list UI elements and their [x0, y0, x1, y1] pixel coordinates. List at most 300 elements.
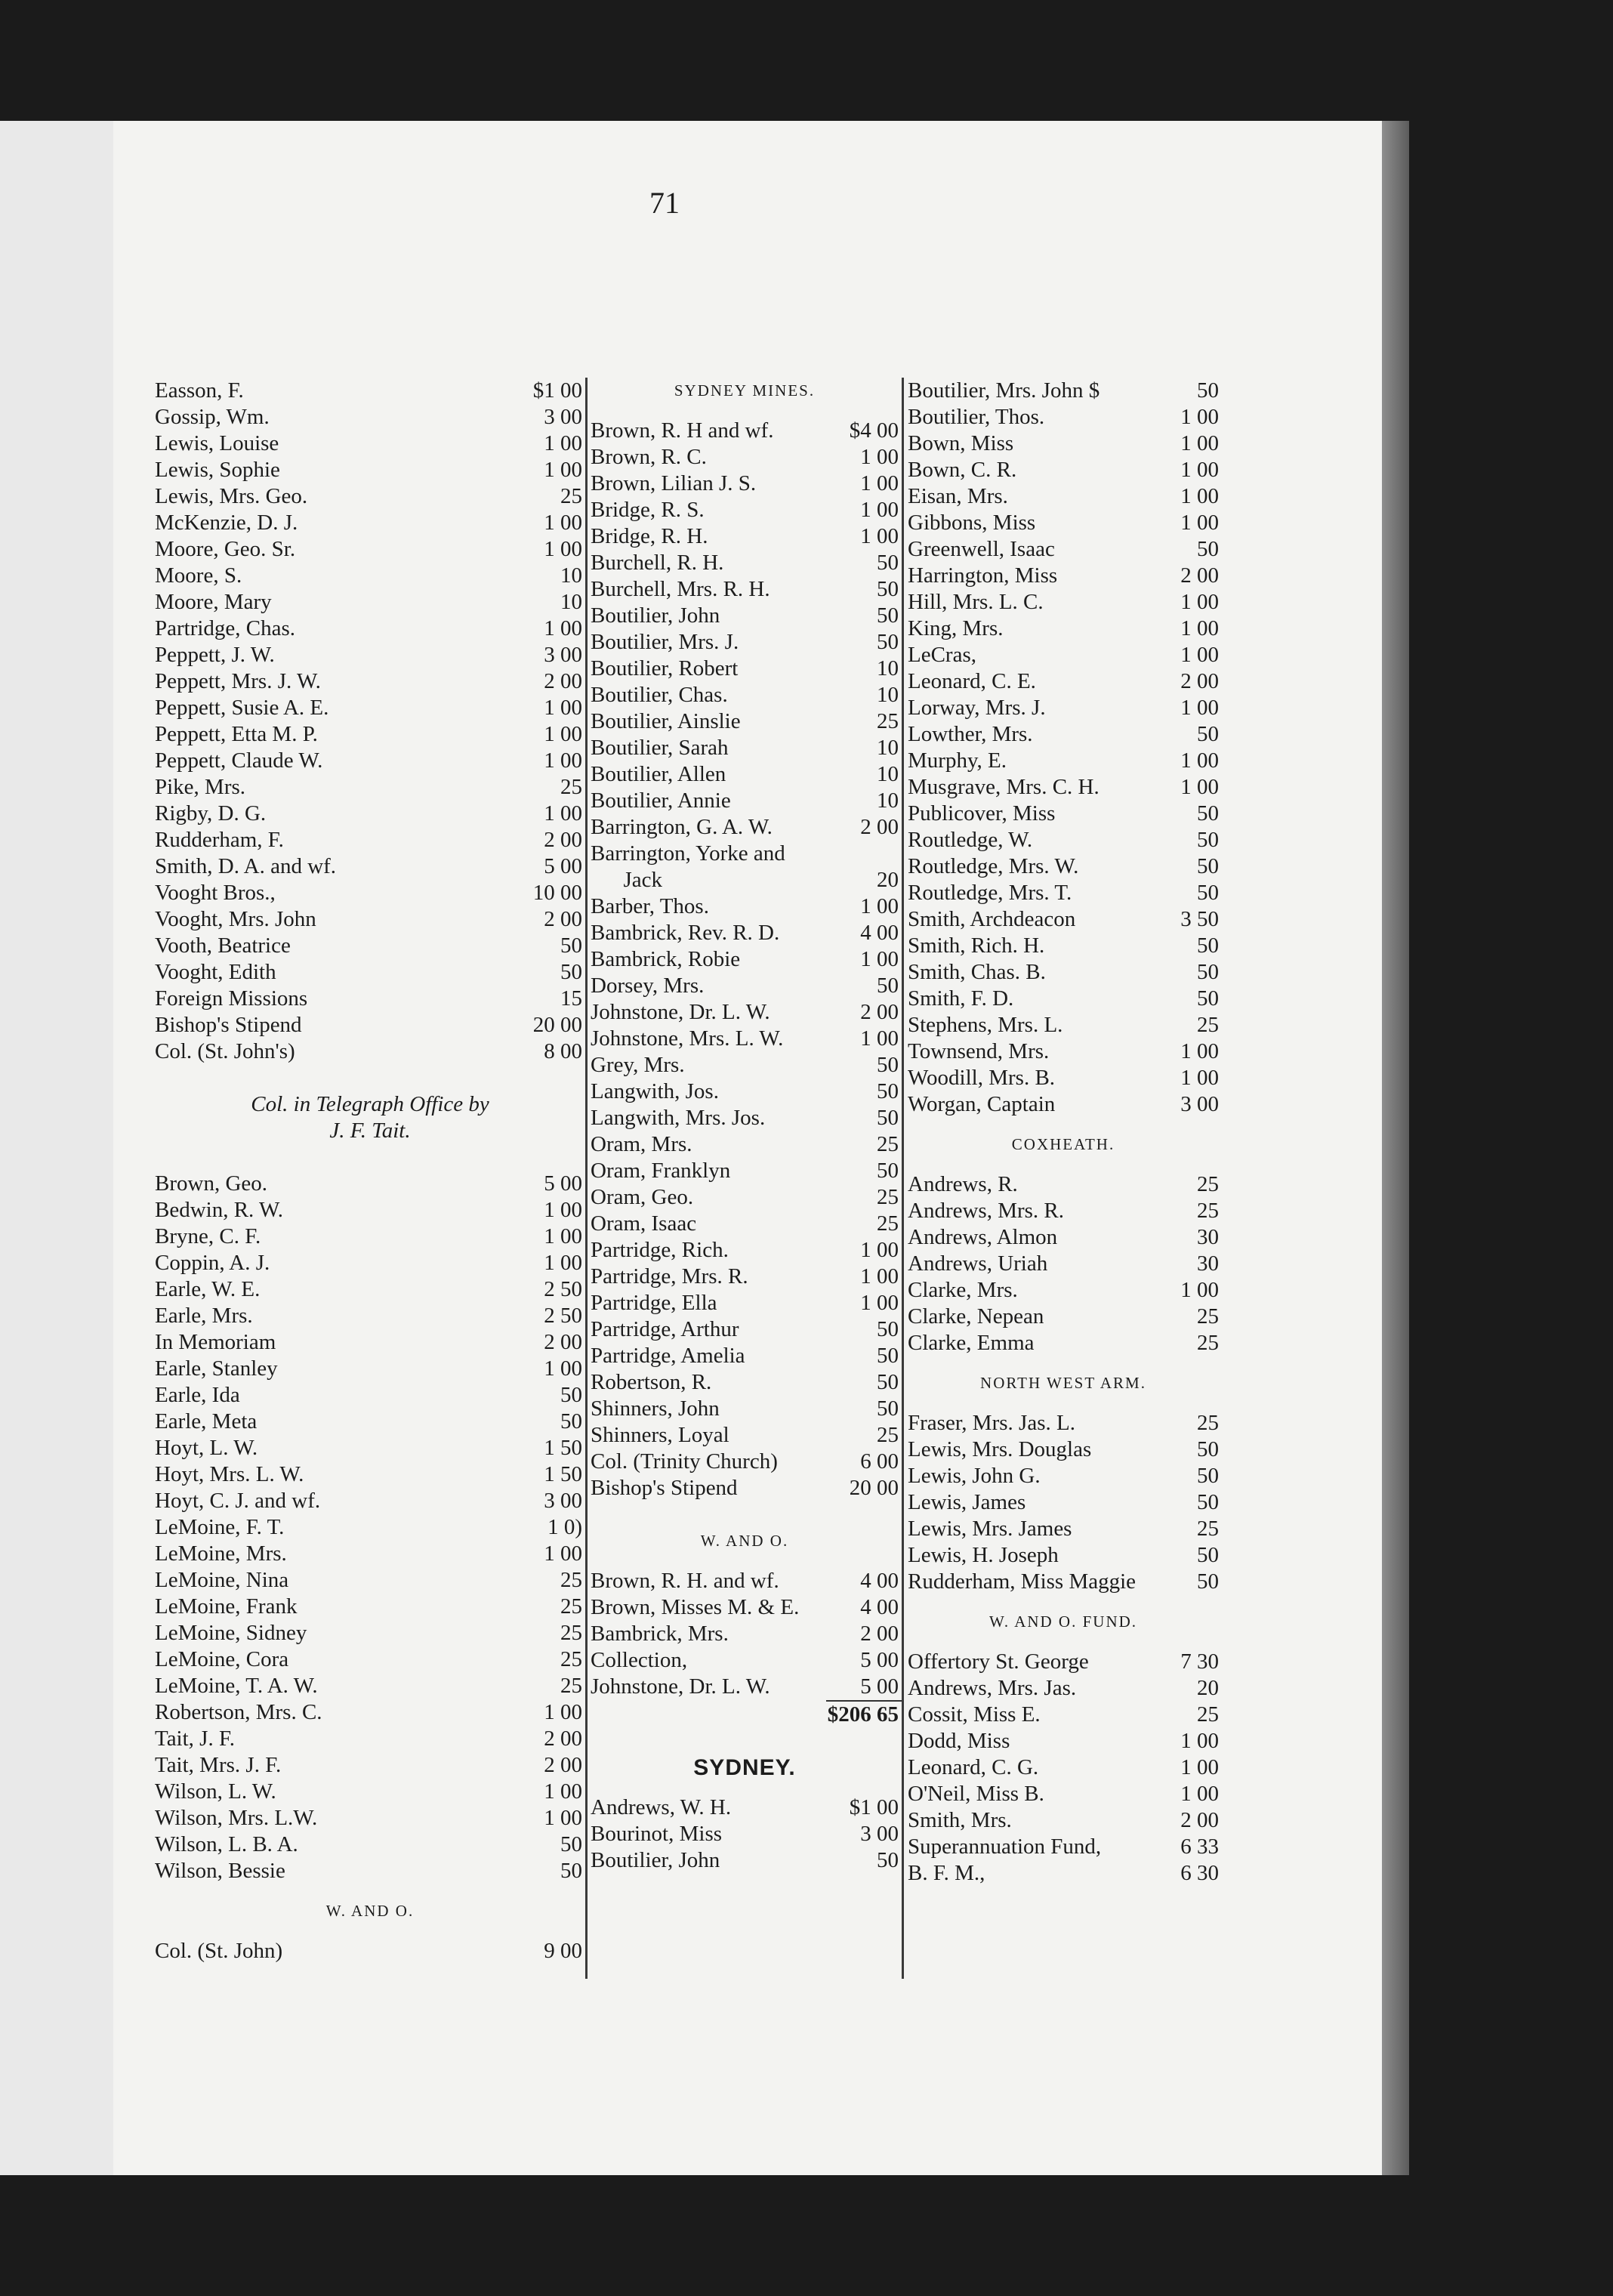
list-item: [905, 801, 1222, 827]
entry-amount: 25: [560, 775, 582, 799]
entry-name: Harrington, Miss: [908, 563, 1058, 588]
entry-amount: 2 00: [1180, 1808, 1219, 1832]
entry-name: Bown, C. R.: [908, 458, 1017, 482]
list-item: [588, 788, 902, 814]
list-item: [588, 920, 902, 946]
entry-name: Offertory St. George: [908, 1649, 1089, 1674]
list-item: [155, 510, 585, 536]
entry-amount: 10: [877, 683, 899, 707]
list-item: [588, 1795, 902, 1821]
list-item: [155, 1752, 585, 1779]
section-heading-sydney-mines: SYDNEY MINES.: [674, 381, 816, 400]
entry-amount: 25: [877, 1132, 899, 1156]
entry-amount: 1 00: [1180, 458, 1219, 482]
entry-name: LeMoine, T. A. W.: [155, 1674, 318, 1698]
column-3: [905, 378, 1222, 1887]
entry-name: King, Mrs.: [908, 616, 1004, 640]
entry-amount: 2 00: [860, 1000, 899, 1024]
entry-amount: 50: [1197, 1437, 1219, 1461]
entry-amount: 1 00: [1180, 511, 1219, 535]
entry-amount: 25: [1197, 1702, 1219, 1727]
entry-amount: 1 00: [1180, 616, 1219, 640]
entry-name: Partridge, Mrs. R.: [591, 1264, 748, 1288]
list-item: [155, 483, 585, 510]
list-item: [155, 404, 585, 430]
entry-name: Superannuation Fund,: [908, 1835, 1102, 1859]
list-item: [905, 774, 1222, 801]
section-heading-coxheath: COXHEATH.: [1011, 1135, 1115, 1153]
entry-name: Bambrick, Robie: [591, 947, 741, 971]
list-item: [155, 1329, 585, 1356]
entry-name: Johnstone, Mrs. L. W.: [591, 1026, 784, 1051]
entry-amount: 50: [877, 1106, 899, 1130]
list-item: [905, 1754, 1222, 1781]
entry-amount: 25: [877, 1185, 899, 1209]
entry-amount: 10 00: [532, 881, 582, 905]
entry-list: [588, 1795, 902, 1874]
list-item: [588, 946, 902, 973]
entry-amount: $4 00: [849, 418, 899, 443]
entry-name: Pike, Mrs.: [155, 775, 246, 799]
page-number: 71: [649, 186, 680, 220]
entry-name: Easson, F.: [155, 378, 244, 403]
entry-amount: 1 00: [544, 801, 582, 826]
section-heading-sydney: SYDNEY.: [693, 1755, 796, 1780]
entry-amount: 1 00: [860, 524, 899, 548]
entry-name: Musgrave, Mrs. C. H.: [908, 775, 1099, 799]
list-item: [155, 589, 585, 616]
entry-name: Johnstone, Dr. L. W.: [591, 1000, 770, 1024]
entry-name: Hoyt, L. W.: [155, 1436, 258, 1460]
list-item: [588, 1264, 902, 1290]
entry-name: Peppett, Susie A. E.: [155, 696, 329, 720]
entry-amount: 1 00: [544, 458, 582, 482]
entry-amount: 1 00: [544, 537, 582, 561]
entry-amount: 50: [560, 1383, 582, 1407]
list-item: [905, 986, 1222, 1012]
list-item: [588, 1396, 902, 1422]
entry-name: Clarke, Mrs.: [908, 1278, 1018, 1302]
entry-amount: 7 30: [1180, 1649, 1219, 1674]
entry-amount: 50: [877, 1848, 899, 1872]
entry-name: Boutilier, Annie: [591, 788, 731, 813]
list-item: [155, 1435, 585, 1461]
list-item: [588, 1052, 902, 1079]
entry-amount: 4 00: [860, 921, 899, 945]
entry-amount: 50: [560, 934, 582, 958]
list-item: [588, 973, 902, 999]
list-item: [905, 1437, 1222, 1463]
entry-name: Jack: [591, 868, 663, 892]
list-item: [905, 563, 1222, 589]
entry-amount: 30: [1197, 1225, 1219, 1249]
entry-name: McKenzie, D. J.: [155, 511, 298, 535]
entry-name: Bown, Miss: [908, 431, 1014, 455]
entry-amount: 50: [877, 630, 899, 654]
entry-name: Bishop's Stipend: [591, 1476, 738, 1500]
entry-name: Gibbons, Miss: [908, 511, 1036, 535]
list-item: [905, 1198, 1222, 1224]
entry-name: Dorsey, Mrs.: [591, 974, 705, 998]
entry-name: Stephens, Mrs. L.: [908, 1013, 1063, 1037]
entry-amount: 20 00: [849, 1476, 899, 1500]
entry-amount: 1 50: [544, 1436, 582, 1460]
list-item: [905, 378, 1222, 404]
entry-amount: 50: [877, 974, 899, 998]
entry-name: Barrington, G. A. W.: [591, 815, 773, 839]
entry-amount: $1 00: [532, 378, 582, 403]
entry-amount: 1 00: [544, 1541, 582, 1566]
entry-name: Burchell, R. H.: [591, 551, 724, 575]
entry-amount: 1 00: [544, 1224, 582, 1248]
list-item: [588, 1821, 902, 1847]
entry-amount: 6 33: [1180, 1835, 1219, 1859]
list-item: [155, 1356, 585, 1382]
entry-name: Lewis, Louise: [155, 431, 279, 455]
list-item: [155, 563, 585, 589]
entry-amount: 1 0): [547, 1515, 582, 1539]
entry-amount: 1 00: [544, 511, 582, 535]
entry-name: Oram, Mrs.: [591, 1132, 692, 1156]
list-item: [588, 1369, 902, 1396]
entry-amount: 50: [877, 1317, 899, 1341]
list-item: [588, 444, 902, 471]
list-item: [905, 1675, 1222, 1702]
list-item: [155, 1805, 585, 1832]
list-item: [905, 827, 1222, 853]
list-item: [905, 404, 1222, 430]
entry-amount: 25: [877, 1423, 899, 1447]
entry-name: Townsend, Mrs.: [908, 1039, 1050, 1063]
entry-name: Smith, Archdeacon: [908, 907, 1076, 931]
entry-amount: 20 00: [532, 1013, 582, 1037]
entry-amount: 1 00: [860, 498, 899, 522]
entry-amount: 3 00: [544, 1489, 582, 1513]
list-item: [155, 1726, 585, 1752]
entry-amount: 1 00: [544, 1700, 582, 1724]
entry-name: Partridge, Chas.: [155, 616, 296, 640]
entry-name: Dodd, Miss: [908, 1729, 1010, 1753]
entry-amount: 25: [877, 1211, 899, 1236]
entry-amount: 8 00: [544, 1039, 582, 1063]
list-item: [155, 1514, 585, 1541]
entry-name: Boutilier, Ainslie: [591, 709, 741, 733]
list-item: [905, 1277, 1222, 1304]
entry-name: Oram, Franklyn: [591, 1159, 731, 1183]
list-item: [588, 1131, 902, 1158]
entry-amount: 10: [560, 563, 582, 588]
entry-name: O'Neil, Miss B.: [908, 1782, 1044, 1806]
list-item: [155, 906, 585, 933]
list-item: [588, 761, 902, 788]
entry-amount: 50: [1197, 934, 1219, 958]
entry-name: Earle, Ida: [155, 1383, 240, 1407]
entry-name: Greenwell, Isaac: [908, 537, 1055, 561]
entry-amount: 50: [877, 551, 899, 575]
list-item: [588, 682, 902, 708]
list-item: [905, 1834, 1222, 1860]
entry-amount: 1 00: [544, 748, 582, 773]
list-item: [155, 1858, 585, 1884]
entry-name: Collection,: [591, 1648, 688, 1672]
entry-name: Gossip, Wm.: [155, 405, 270, 429]
entry-amount: 3 00: [860, 1822, 899, 1846]
list-item: [588, 603, 902, 629]
entry-name: Langwith, Jos.: [591, 1079, 719, 1103]
list-item: [588, 1475, 902, 1501]
entry-list: [155, 378, 585, 1065]
list-item: [905, 906, 1222, 933]
entry-amount: 1 00: [860, 947, 899, 971]
list-item: [905, 748, 1222, 774]
list-item: [155, 748, 585, 774]
entry-name: Vooght Bros.,: [155, 881, 276, 905]
entry-amount: 50: [1197, 537, 1219, 561]
entry-name: Burchell, Mrs. R. H.: [591, 577, 770, 601]
list-item: [588, 497, 902, 523]
list-item: [155, 986, 585, 1012]
entry-name: LeMoine, Nina: [155, 1568, 289, 1592]
entry-amount: 1 00: [860, 1264, 899, 1288]
list-item: [905, 1171, 1222, 1198]
entry-amount: 5 00: [860, 1674, 899, 1699]
entry-amount: 1 00: [544, 1779, 582, 1804]
entry-name: LeMoine, Cora: [155, 1647, 289, 1671]
entry-amount: 50: [877, 577, 899, 601]
entry-amount: 1 00: [1180, 431, 1219, 455]
entry-name: Peppett, J. W.: [155, 643, 275, 667]
entry-amount: 2 00: [544, 907, 582, 931]
entry-amount: 50: [877, 1053, 899, 1077]
entry-name: Boutilier, Allen: [591, 762, 726, 786]
entry-amount: 1 00: [1180, 1066, 1219, 1090]
list-item: [155, 1197, 585, 1224]
entry-amount: 5 00: [860, 1648, 899, 1672]
list-item: [588, 814, 902, 841]
entry-name: Eisan, Mrs.: [908, 484, 1008, 508]
section-heading-w-and-o: W. AND O.: [325, 1902, 415, 1920]
entry-amount: 50: [1197, 1569, 1219, 1594]
entry-name: Clarke, Nepean: [908, 1304, 1044, 1329]
entry-amount: 9 00: [544, 1939, 582, 1963]
entry-amount: 1 00: [1180, 775, 1219, 799]
entry-amount: 2 00: [860, 815, 899, 839]
entry-amount: 1 00: [544, 616, 582, 640]
entry-name: Moore, S.: [155, 563, 242, 588]
entry-name: Lowther, Mrs.: [908, 722, 1033, 746]
entry-amount: 25: [1197, 1517, 1219, 1541]
entry-name: Vooth, Beatrice: [155, 934, 291, 958]
entry-list: [588, 1568, 902, 1700]
entry-amount: 4 00: [860, 1595, 899, 1619]
list-item: [155, 695, 585, 721]
list-item: [588, 1422, 902, 1449]
entry-amount: 1 00: [1180, 484, 1219, 508]
list-item: [155, 933, 585, 959]
entry-amount: 1 00: [1180, 643, 1219, 667]
entry-name: Earle, Stanley: [155, 1356, 278, 1381]
entry-name: Lewis, Mrs. Geo.: [155, 484, 308, 508]
entry-list: [155, 1938, 585, 1964]
list-item: [905, 457, 1222, 483]
entry-amount: 50: [1197, 1543, 1219, 1567]
list-item: [155, 1594, 585, 1620]
list-item: [155, 668, 585, 695]
list-item: [588, 576, 902, 603]
list-item: [155, 1012, 585, 1038]
entry-amount: 1 00: [1180, 1278, 1219, 1302]
list-item: [155, 1699, 585, 1726]
entry-name: LeCras,: [908, 643, 976, 667]
list-item: [905, 1569, 1222, 1595]
list-item: [155, 1938, 585, 1964]
entry-amount: 50: [1197, 801, 1219, 826]
entry-name: Col. (Trinity Church): [591, 1449, 778, 1474]
list-item: [588, 550, 902, 576]
list-item: [588, 1621, 902, 1647]
entry-amount: 10: [877, 762, 899, 786]
section-heading-w-and-o-fund: W. AND O. FUND.: [988, 1612, 1138, 1631]
entry-name: Lewis, James: [908, 1490, 1026, 1514]
entry-name: Moore, Mary: [155, 590, 272, 614]
list-item: [905, 1038, 1222, 1065]
entry-name: Murphy, E.: [908, 748, 1007, 773]
list-item: [905, 1251, 1222, 1277]
list-item: [155, 642, 585, 668]
entry-amount: 50: [877, 603, 899, 628]
entry-name: Bryne, C. F.: [155, 1224, 261, 1248]
entry-amount: 50: [1197, 378, 1219, 403]
list-item: [155, 1567, 585, 1594]
list-item: [905, 589, 1222, 616]
entry-name: Grey, Mrs.: [591, 1053, 685, 1077]
list-item: [588, 1184, 902, 1211]
entry-amount: 50: [877, 1079, 899, 1103]
entry-name: Publicover, Miss: [908, 801, 1056, 826]
list-item: [905, 1330, 1222, 1356]
list-item: [155, 1620, 585, 1646]
list-item: [905, 1702, 1222, 1728]
entry-name: Boutilier, John: [591, 603, 720, 628]
entry-amount: 1 00: [1180, 1782, 1219, 1806]
list-item: [155, 1038, 585, 1065]
entry-name: Leonard, C. E.: [908, 669, 1036, 693]
entry-amount: 1 00: [1180, 1039, 1219, 1063]
list-item: [905, 1224, 1222, 1251]
list-item: [905, 1410, 1222, 1437]
entry-amount: 25: [1197, 1172, 1219, 1196]
entry-name: Boutilier, Robert: [591, 656, 739, 680]
list-item: [588, 1316, 902, 1343]
entry-name: Lewis, H. Joseph: [908, 1543, 1059, 1567]
entry-name: Robertson, Mrs. C.: [155, 1700, 322, 1724]
entry-name: Shinners, Loyal: [591, 1423, 729, 1447]
entry-name: Lewis, Mrs. James: [908, 1517, 1072, 1541]
list-item: [905, 1091, 1222, 1118]
list-item: [588, 1211, 902, 1237]
total-amount: $206 65: [827, 1702, 899, 1727]
entry-list: [905, 378, 1222, 1118]
entry-amount: 25: [1197, 1331, 1219, 1355]
list-item: [905, 430, 1222, 457]
list-item: [905, 1807, 1222, 1834]
entry-name: Partridge, Amelia: [591, 1344, 745, 1368]
list-item: [588, 1847, 902, 1874]
entry-amount: [899, 841, 902, 867]
section-heading-north-west-arm: NORTH WEST ARM.: [980, 1374, 1146, 1392]
entry-amount: 25: [560, 484, 582, 508]
list-item: [905, 880, 1222, 906]
entry-amount: 2 00: [544, 1727, 582, 1751]
list-item: [905, 933, 1222, 959]
entry-amount: 4 00: [860, 1569, 899, 1593]
list-item: [155, 616, 585, 642]
entry-name: Bridge, R. H.: [591, 524, 708, 548]
entry-name: Foreign Missions: [155, 986, 308, 1011]
entry-name: Rigby, D. G.: [155, 801, 267, 826]
entry-amount: 10: [560, 590, 582, 614]
entry-amount: 10: [877, 656, 899, 680]
entry-amount: 30: [1197, 1251, 1219, 1276]
entry-list: [905, 1410, 1222, 1595]
list-item: [588, 629, 902, 656]
entry-amount: 50: [877, 1370, 899, 1394]
entry-amount: 1 00: [544, 1251, 582, 1275]
entry-name: Johnstone, Dr. L. W.: [591, 1674, 770, 1699]
list-item: [155, 457, 585, 483]
list-item: [588, 1158, 902, 1184]
entry-name: Bourinot, Miss: [591, 1822, 723, 1846]
entry-name: Vooght, Edith: [155, 960, 276, 984]
list-item: [155, 1779, 585, 1805]
entry-name: Smith, Rich. H.: [908, 934, 1045, 958]
list-item: [905, 668, 1222, 695]
list-item: [905, 1304, 1222, 1330]
entry-name: Hoyt, Mrs. L. W.: [155, 1462, 304, 1486]
entry-amount: 3 00: [544, 405, 582, 429]
list-item: [905, 1489, 1222, 1516]
entry-amount: 1 00: [1180, 696, 1219, 720]
entry-amount: 1 00: [544, 431, 582, 455]
entry-name: Lewis, John G.: [908, 1464, 1041, 1488]
list-item: [905, 1649, 1222, 1675]
entry-name: Brown, Misses M. & E.: [591, 1595, 800, 1619]
list-item: [588, 1290, 902, 1316]
entry-amount: 1 00: [1180, 1729, 1219, 1753]
list-item: [588, 1674, 902, 1700]
entry-name: Barber, Thos.: [591, 894, 709, 918]
list-item: [905, 642, 1222, 668]
entry-list: [905, 1649, 1222, 1887]
entry-amount: 25: [1197, 1411, 1219, 1435]
list-item: [588, 523, 902, 550]
list-item: [155, 536, 585, 563]
list-item: [155, 378, 585, 404]
entry-amount: 1 00: [1180, 748, 1219, 773]
entry-name: B. F. M.,: [908, 1861, 985, 1885]
list-item: [905, 536, 1222, 563]
column-2: [588, 378, 904, 1979]
list-item: [155, 1171, 585, 1197]
entry-name: Cossit, Miss E.: [908, 1702, 1041, 1727]
entry-name: LeMoine, Sidney: [155, 1621, 307, 1645]
entry-amount: 2 00: [860, 1622, 899, 1646]
entry-name: Langwith, Mrs. Jos.: [591, 1106, 766, 1130]
entry-name: Oram, Geo.: [591, 1185, 694, 1209]
entry-amount: 50: [877, 1344, 899, 1368]
entry-amount: 6 00: [860, 1449, 899, 1474]
entry-name: Routledge, Mrs. W.: [908, 854, 1079, 878]
